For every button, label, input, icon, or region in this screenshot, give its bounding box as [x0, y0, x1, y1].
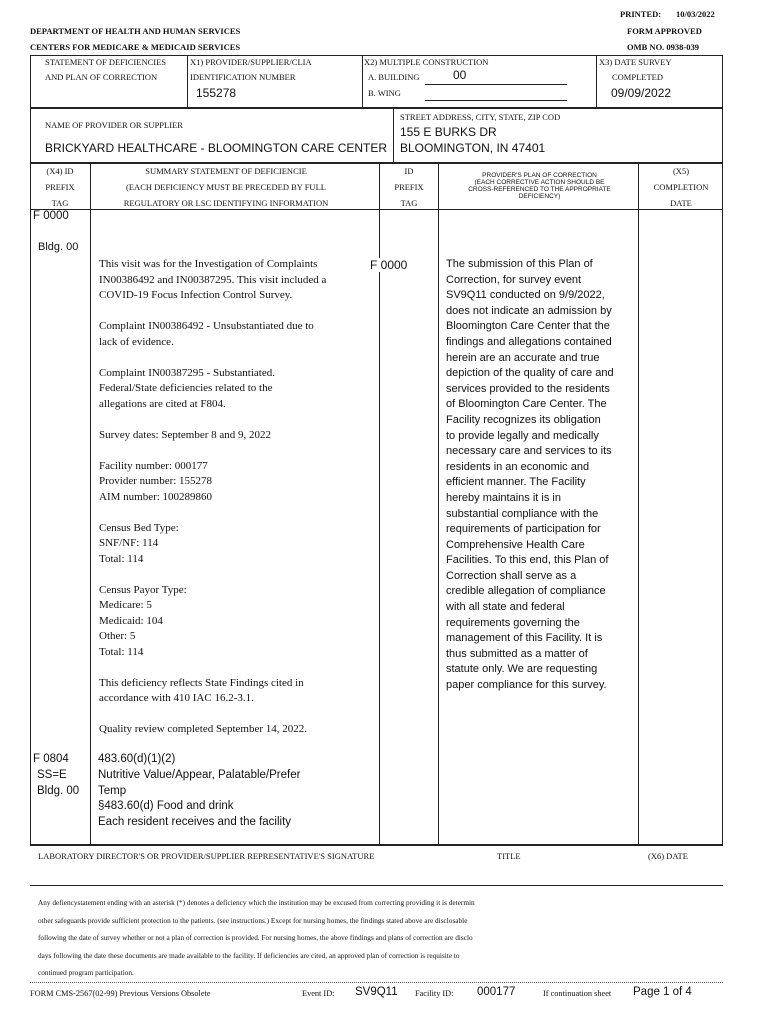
wing-label: B. WING — [368, 88, 401, 98]
plan-line: to provide legally and medically — [446, 429, 599, 442]
disclaimer-line: days following the date these documents are made available to the facility. If deficiencies are cited, an approved plan of correction is requisite to — [38, 950, 460, 960]
scope-severity: SS=E — [37, 768, 67, 781]
summary-line: Survey dates: September 8 and 9, 2022 — [99, 428, 271, 441]
continuation-label: If continuation sheet — [543, 989, 612, 998]
summary-line: Provider number: 155278 — [99, 475, 213, 487]
omb-number: OMB NO. 0938-039 — [627, 42, 700, 52]
dept-title: DEPARTMENT OF HEALTH AND HUMAN SERVICES — [30, 26, 241, 36]
building-label: A. BUILDING — [368, 72, 420, 82]
summary-line: Federal/State deficiencies related to the — [99, 382, 273, 394]
disclaimer-line: other safeguards provide sufficient protection to the patients. (see instructions.) Except for nursing homes, the findings stated above are disclosable — [38, 915, 468, 925]
x3-label-1: X3) DATE SURVEY — [599, 57, 672, 67]
f804-line: Each resident receives and the facility — [98, 816, 292, 829]
plan-line: management of this Facility. It is — [446, 632, 603, 645]
page-number: Page 1 of 4 — [633, 986, 692, 998]
provider-name-value: BRICKYARD HEALTHCARE - BLOOMINGTON CARE CENTER — [45, 141, 388, 155]
f804-line: 483.60(d)(1)(2) — [98, 753, 176, 765]
address-label: STREET ADDRESS, CITY, STATE, ZIP COD — [400, 112, 561, 122]
plan-line: does not indicate an admission by — [446, 304, 612, 317]
summary-line: allegations are cited at F804. — [99, 397, 226, 410]
plan-line: requirements governing the — [446, 616, 580, 629]
plan-line: paper compliance for this survey. — [446, 679, 607, 692]
summary-line: Census Bed Type: — [99, 521, 179, 534]
bldg-label-2: Bldg. 00 — [37, 784, 80, 797]
summary-line: COVID-19 Focus Infection Control Survey. — [99, 289, 293, 301]
plan-line: of Bloomington Care Center. The — [446, 398, 607, 411]
f804-line: Nutritive Value/Appear, Palatable/Prefer — [98, 768, 301, 781]
summary-line: accordance with 410 IAC 16.2-3.1. — [99, 692, 254, 704]
summary-header: SUMMARY STATEMENT OF DEFICIENCIE (EACH DEFICIENCY MUST BE PRECEDED BY FULL REGULATORY OR LSC IDENTIFYING INFORMATION — [123, 166, 329, 208]
summary-line: lack of evidence. — [99, 335, 174, 348]
f804-line: Temp — [98, 784, 127, 797]
survey-date-value: 09/09/2022 — [611, 86, 672, 100]
centers-title: CENTERS FOR MEDICARE & MEDICAID SERVICES — [30, 42, 241, 52]
plan-line: substantial compliance with the — [446, 507, 599, 520]
plan-line: Correction shall serve as a — [446, 569, 577, 582]
x2-title: X2) MULTIPLE CONSTRUCTION — [364, 57, 489, 67]
statement-label-1: STATEMENT OF DEFICIENCIES — [45, 57, 167, 67]
summary-line: Medicare: 5 — [99, 599, 152, 611]
provider-id-value: 155278 — [196, 86, 237, 100]
summary-line: Total: 114 — [99, 645, 144, 658]
address-line-2: BLOOMINGTON, IN 47401 — [400, 141, 546, 155]
address-line-1: 155 E BURKS DR — [400, 125, 497, 139]
x1-label-1: X1) PROVIDER/SUPPLIER/CLIA — [190, 57, 312, 67]
disclaimer-line: Any defiencystatement ending with an asterisk (*) denotes a deficiency which the institution may be excused from correcting providing it is determin — [38, 898, 475, 907]
id-header: ID PREFIX TAG — [394, 166, 424, 208]
event-id-value: SV9Q11 — [355, 986, 398, 998]
summary-line: Other: 5 — [99, 630, 136, 642]
summary-line: Complaint IN00386492 - Unsubstantiated due to — [99, 320, 314, 332]
plan-line: thus submitted as a matter of — [446, 647, 588, 660]
plan-line: statute only. We are requesting — [446, 663, 598, 676]
plan-text — [446, 257, 636, 694]
summary-line: This deficiency reflects State Findings cited in — [99, 676, 304, 689]
summary-line: Medicaid: 104 — [99, 614, 163, 627]
disclaimer-line: continued program participation. — [38, 968, 134, 977]
plan-line: Facilities. To this end, this Plan of — [446, 554, 609, 567]
plan-line: credible allegation of compliance — [446, 585, 606, 598]
plan-line: The submission of this Plan of — [446, 258, 593, 270]
f804-line: §483.60(d) Food and drink — [98, 800, 234, 813]
provider-name-label: NAME OF PROVIDER OR SUPPLIER — [45, 120, 183, 130]
summary-line: IN00386492 and IN00387295. This visit included a — [99, 273, 327, 286]
f804-text — [98, 752, 376, 831]
summary-line: Census Payor Type: — [99, 583, 187, 596]
printed-date: 10/03/2022 — [676, 9, 715, 19]
x4-header: (X4) ID PREFIX TAG — [45, 166, 75, 208]
plan-line: depiction of the quality of care and — [446, 367, 614, 380]
tag-f0804: F 0804 — [33, 753, 69, 765]
x3-label-2: COMPLETED — [612, 72, 663, 82]
plan-line: Correction, for survey event — [446, 273, 582, 286]
plan-line: services provided to the residents — [446, 382, 610, 395]
statement-label-2: AND PLAN OF CORRECTION — [45, 72, 158, 82]
event-id-label: Event ID: — [302, 989, 335, 998]
plan-line: necessary care and services to its — [446, 445, 612, 458]
facility-id-value: 000177 — [477, 986, 516, 998]
facility-id-label: Facility ID: — [415, 989, 454, 998]
bldg-label-1: Bldg. 00 — [38, 241, 79, 253]
summary-line: SNF/NF: 114 — [99, 537, 159, 549]
plan-line: SV9Q11 conducted on 9/9/2022, — [446, 289, 605, 302]
plan-line: herein are an accurate and true — [446, 351, 600, 364]
summary-line: Facility number: 000177 — [99, 459, 208, 472]
disclaimer — [38, 894, 728, 982]
x5-header: (X5) COMPLETION DATE — [653, 166, 709, 208]
plan-line: with all state and federal — [446, 601, 565, 614]
plan-line: hereby maintains it is in — [446, 491, 561, 504]
plan-line: Bloomington Care Center that the — [446, 320, 610, 333]
signature-label: LABORATORY DIRECTOR'S OR PROVIDER/SUPPLIER REPRESENTATIVE'S SIGNATURE — [38, 851, 375, 861]
summary-line: Complaint IN00387295 - Substantiated. — [99, 366, 275, 379]
summary-line: Quality review completed September 14, 2022. — [99, 723, 308, 735]
summary-text — [99, 257, 374, 738]
form-number: FORM CMS-2567(02-99) Previous Versions Obsolete — [30, 989, 211, 998]
plan-line: Comprehensive Health Care — [446, 538, 585, 551]
date-label: (X6) DATE — [648, 851, 688, 861]
title-label: TITLE — [497, 851, 521, 861]
x1-label-2: IDENTIFICATION NUMBER — [190, 72, 296, 82]
tag-f0000: F 0000 — [33, 210, 69, 222]
summary-line: This visit was for the Investigation of Complaints — [99, 258, 318, 270]
printed-label: PRINTED: — [620, 9, 662, 19]
summary-line: Total: 114 — [99, 552, 144, 565]
plan-header: PROVIDER'S PLAN OF CORRECTION (EACH CORRECTIVE ACTION SHOULD BE CROSS-REFERENCED TO THE APPROPRIATE DEFICIENCY) — [468, 172, 611, 200]
plan-line: efficient manner. The Facility — [446, 476, 586, 489]
form-approved: FORM APPROVED — [627, 26, 702, 36]
disclaimer-line: following the date of survey whether or not a plan of correction is provided. For nursing homes, the above findings and plans of correction are disclo — [38, 933, 473, 942]
building-value: 00 — [453, 68, 467, 82]
tag-f0804-block — [33, 752, 79, 799]
plan-line: requirements of participation for — [446, 523, 601, 536]
plan-tag-f0000: F 0000 — [370, 258, 408, 272]
plan-line: residents in an economic and — [446, 460, 590, 473]
plan-line: Facility recognizes its obligation — [446, 413, 601, 426]
summary-line: AIM number: 100289860 — [99, 490, 213, 503]
plan-line: findings and allegations contained — [446, 335, 612, 348]
